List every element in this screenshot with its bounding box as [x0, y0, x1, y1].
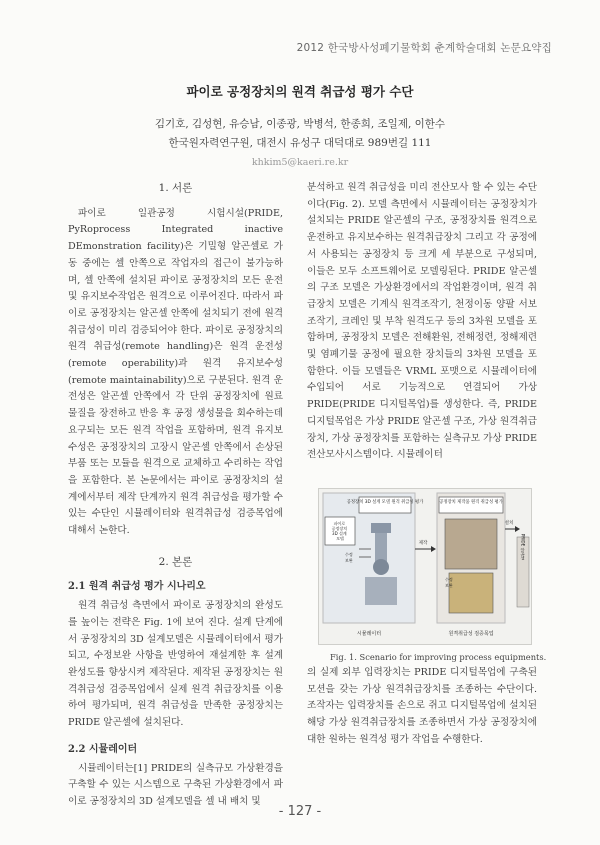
- label-side-left-4: 모델: [336, 536, 344, 541]
- figure-illustration: [319, 489, 531, 644]
- author-affiliation: 한국원자력연구원, 대전시 유성구 대덕대로 989번길 111: [168, 137, 432, 149]
- label-side-left-3: 3D 설계: [332, 531, 347, 536]
- label-top-left: 공정장치 3D 설계 모델 원격 취급성 평가: [346, 500, 424, 505]
- label-mod2b: 보완: [445, 583, 453, 588]
- author-email: khkim5@kaeri.re.kr: [251, 157, 349, 168]
- label-arrow-install: 설치: [504, 521, 514, 526]
- label-mod2: 수정: [445, 577, 453, 582]
- equipment-body-shape: [375, 533, 387, 563]
- figure-caption: Fig. 1. Scenario for improving process equipments.: [330, 652, 547, 662]
- section-heading-intro: 1. 서론: [158, 182, 193, 194]
- label-bottom-right: 원격취급성 검증목업: [448, 631, 494, 637]
- mockup-upper-shape: [445, 519, 497, 569]
- intro-paragraph: 파이로 일관공정 시험시설(PRIDE, PyRoprocess Integrated inactive DEmonstration facility)은 기밀형 알곤셀로 가동 중에는 셀 안쪽으로 작업자의 접근이 불가능하며, 셀 안쪽에 설치된 파이로 공정장치의 모든 운전 및 유지보수작업은 원격으로 이루어진다. 따라서 파이로 공정장치는 알곤셀 안쪽에 설치되기 전에 원격 취급성이 미리 검증되어야 한다. 파이로 공정장치의 원격 취급성(remote handling)은 원격 운전성(remote operability)과 원격 유지보수성(remote maintainability)으로 구분된다. 원격 운전성은 알곤셀 안쪽에서 각 단위 공정장치에 원료 물질을 장전하고 반응 후 공정 생성물을 회수하는데 요구되는 모든 원격 작업을 포함하며, 원격 유지보수성은 공정장치의 고장시 알곤셀 안쪽에서 손상된 부품 또는 모듈을 원격으로 교체하고 수리하는 작업을 포함한다. 본 논문에서는 파이로 공정장치의 설계에서부터 제작 단계까지 원격 취급성을 평가할 수 있는 수단인 시뮬레이터와 원격취급성 검증목업에 대해서 논한다.: [68, 207, 283, 537]
- subsection-paragraph-2-1: 원격 취급성 측면에서 파이로 공정장치의 완성도를 높이는 전략은 Fig. 1에 보여 진다. 설계 단계에서 공정장치의 3D 설계모델은 시뮬레이터에서 평가되고, 수정보완 사항을 반영하여 재설계한 후 설계 완성도를 향상시켜 제작된다. 제작된 공정장치는 원격취급성 검증목업에서 실제 원격 취급장치를 이용하여 평가되며, 원격 취급성을 만족한 공정장치는 PRIDE 알곤셀에 설치된다.: [68, 600, 283, 729]
- label-arrow-design: 제작: [418, 541, 428, 546]
- right-paragraph-1: 분석하고 원격 취급성을 미리 전산모사 할 수 있는 수단이다(Fig. 2). 모델 측면에서 시뮬레이터는 공정장치가 설치되는 PRIDE 알곤셀의 구조, 공정장치를 원격으로 운전하고 유지보수하는 원격취급장치 그리고 각 공정에서 사용되는 공정장치 등 크게 세 부분으로 구성되며, 이들은 모두 소프트웨어로 모델링된다. PRIDE 알곤셀의 구조 모델은 가상환경에서의 작업환경이며, 원격 취급장치 모델은 기계식 원격조작기, 천정이동 양팔 서보조작기, 크레인 및 부착 원격도구 등의 3차원 모델을 포함하며, 공정장치 모델은 전해환원, 전해정련, 정해제련 및 염폐기물 공정에 필요한 장치들의 3차원 모델을 포함한다. 이들 모델들은 VRML 포맷으로 시뮬레이터에 수입되어 서로 기능적으로 연결되어 가상 PRIDE(PRIDE 디지털목업)를 생성한다. 즉, PRIDE 디지털목업은 가상 PRIDE 알곤셀 구조, 가상 원격취급장치, 가상 공정장치를 포함하는 실측규모 가상 PRIDE 전산모사시스템이다. 시뮬레이터: [307, 182, 537, 461]
- right-paragraph-2: 의 실제 외부 입력장치는 PRIDE 디지털목업에 구축된 모션을 갖는 가상 원격취급장치를 조종하는 수단이다. 조작자는 입력장치를 손으로 쥐고 디지털목업에 설치된 해당 가상 원격취급장치를 조종하면서 가상 공정장치에 대한 원하는 원격성 평가 작업을 수행한다.: [307, 667, 537, 745]
- subsection-paragraph-2-2: 시뮬레이터는[1] PRIDE의 실측규모 가상환경을 구축할 수 있는 시스템으로 구축된 가상환경에서 파이로 공정장치의 3D 설계모델을 셀 내 배치 및: [68, 762, 283, 807]
- author-block: [0, 115, 600, 172]
- author-names: 김기호, 김성현, 유승남, 이종광, 박병석, 한종희, 조일제, 이한수: [154, 118, 446, 130]
- subsection-heading-2-1: 2.1 원격 취급성 평가 시나리오: [68, 581, 206, 593]
- header-note: 2012 한국방사성폐기물학회 춘계학술대회 논문요약집: [296, 42, 552, 54]
- right-column-lower: [307, 665, 537, 749]
- label-pride: PRIDE 알곤셀: [520, 533, 526, 561]
- figure-1: [318, 488, 532, 645]
- label-mod1b: 보완: [345, 558, 353, 563]
- label-top-right: 공정장치 제작품 원격 취급성 평가: [439, 500, 503, 505]
- left-column: [68, 180, 283, 811]
- equipment-base-shape: [373, 559, 389, 575]
- label-bottom-left: 시뮬레이터: [356, 631, 382, 637]
- right-column: [307, 180, 537, 464]
- label-mod1: 수정: [345, 552, 353, 557]
- section-heading-body: 2. 본론: [158, 555, 193, 568]
- label-side-left-2: 공정장치: [331, 526, 348, 531]
- page-number: - 127 -: [278, 804, 322, 819]
- subsection-heading-2-2: 2.2 시뮬레이터: [68, 743, 138, 755]
- mockup-lower-shape: [449, 573, 493, 613]
- equipment-lower-shape: [365, 577, 397, 605]
- equipment-top-shape: [371, 523, 391, 533]
- paper-title: 파이로 공정장치의 원격 취급성 평가 수단: [186, 84, 414, 99]
- label-side-left-1: 파이로: [333, 521, 346, 526]
